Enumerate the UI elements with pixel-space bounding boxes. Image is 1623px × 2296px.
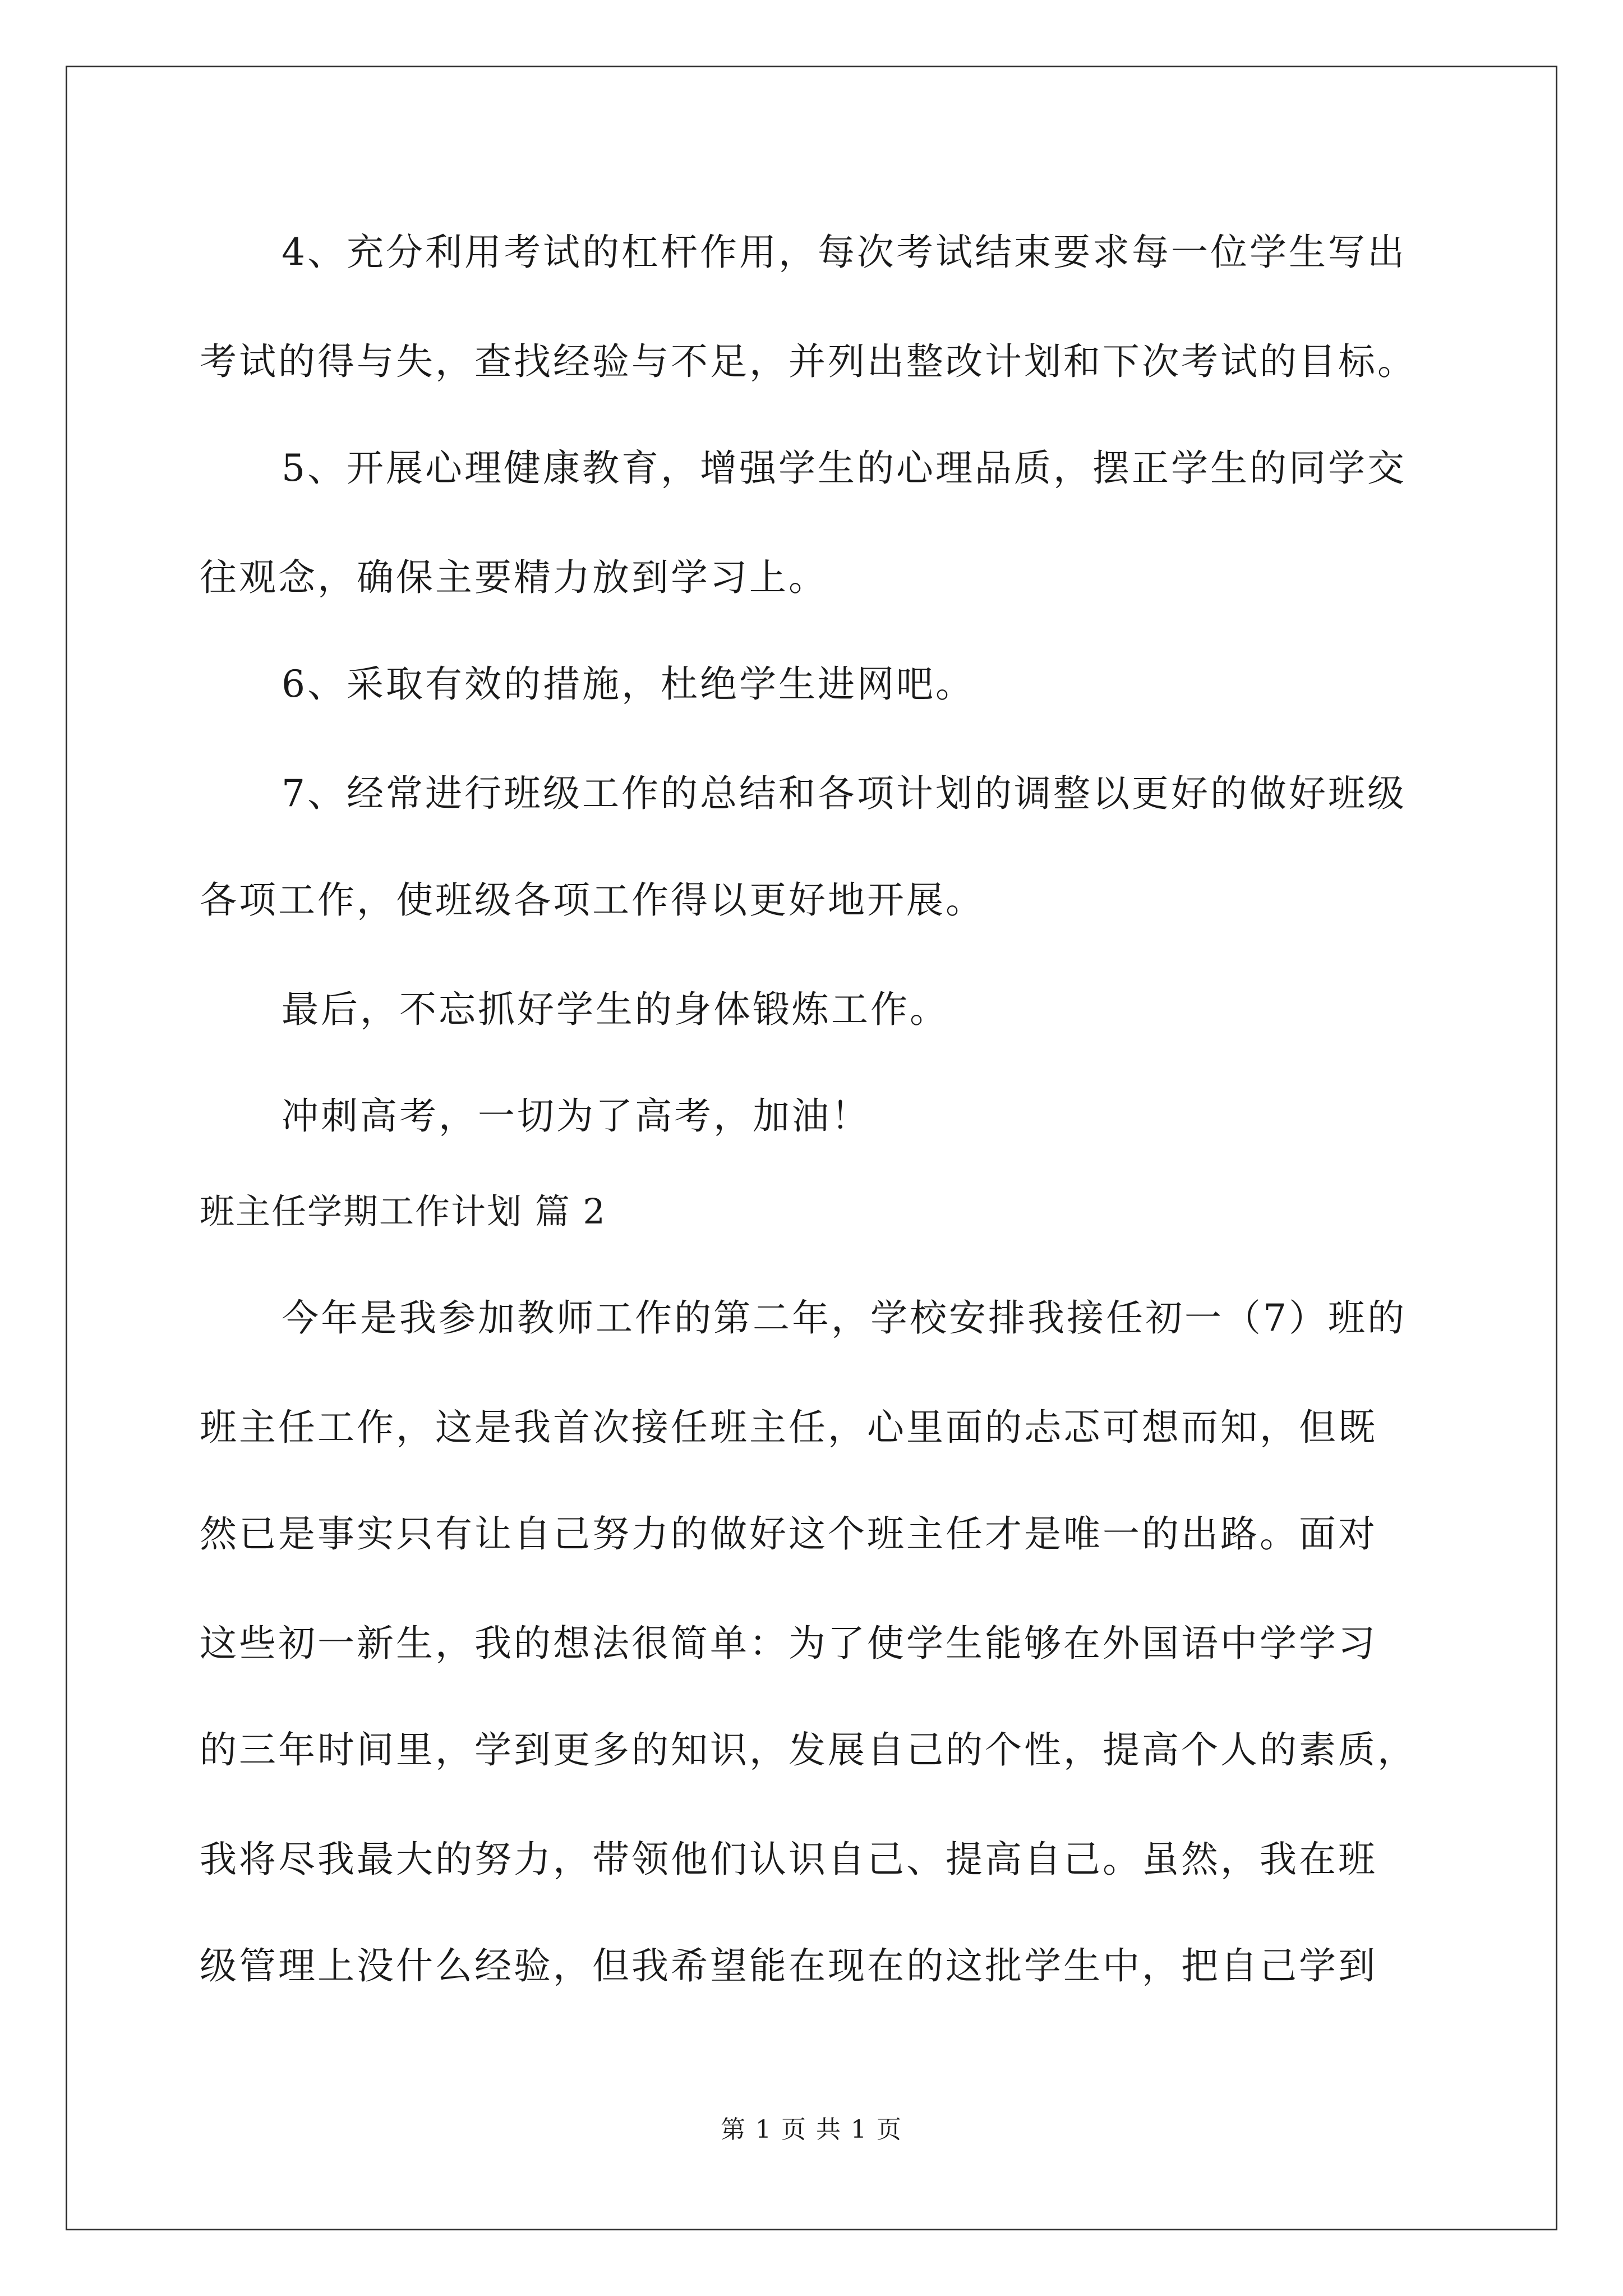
para-line-4: 这些初一新生，我的想法很简单：为了使学生能够在外国语中学学习 — [200, 1622, 1377, 1665]
para-line-6: 我将尽我最大的努力，带领他们认识自己、提高自己。虽然，我在班 — [200, 1838, 1377, 1881]
para-line-1: 今年是我参加教师工作的第二年，学校安排我接任初一（7）班的 — [282, 1296, 1407, 1340]
item7-line1: 7、经常进行班级工作的总结和各项计划的调整以更好的做好班级 — [282, 772, 1407, 815]
para-line-3: 然已是事实只有让自己努力的做好这个班主任才是唯一的出路。面对 — [200, 1512, 1377, 1556]
final-line: 最后，不忘抓好学生的身体锻炼工作。 — [282, 988, 949, 1031]
para-line-7: 级管理上没什么经验，但我希望能在现在的这批学生中，把自己学到 — [200, 1944, 1377, 1987]
para-line-5: 的三年时间里，学到更多的知识，发展自己的个性，提高个人的素质， — [200, 1728, 1417, 1772]
section-heading: 班主任学期工作计划 篇 2 — [200, 1191, 606, 1232]
para-line-2: 班主任工作，这是我首次接任班主任，心里面的忐忑可想而知，但既 — [200, 1406, 1377, 1449]
item6-line1: 6、采取有效的措施，杜绝学生进网吧。 — [282, 662, 975, 706]
item5-line1: 5、开展心理健康教育，增强学生的心理品质，摆正学生的同学交 — [282, 447, 1407, 490]
item5-line2: 往观念，确保主要精力放到学习上。 — [200, 556, 828, 599]
page-footer: 第 1 页 共 1 页 — [721, 2115, 902, 2144]
item7-line2: 各项工作，使班级各项工作得以更好地开展。 — [200, 878, 985, 922]
cheer-line: 冲刺高考，一切为了高考，加油！ — [282, 1094, 870, 1138]
item4-line2: 考试的得与失，查找经验与不足，并列出整改计划和下次考试的目标。 — [200, 340, 1417, 383]
item4-line1: 4、充分利用考试的杠杆作用，每次考试结束要求每一位学生写出 — [282, 231, 1407, 274]
page-border — [66, 66, 1557, 2230]
